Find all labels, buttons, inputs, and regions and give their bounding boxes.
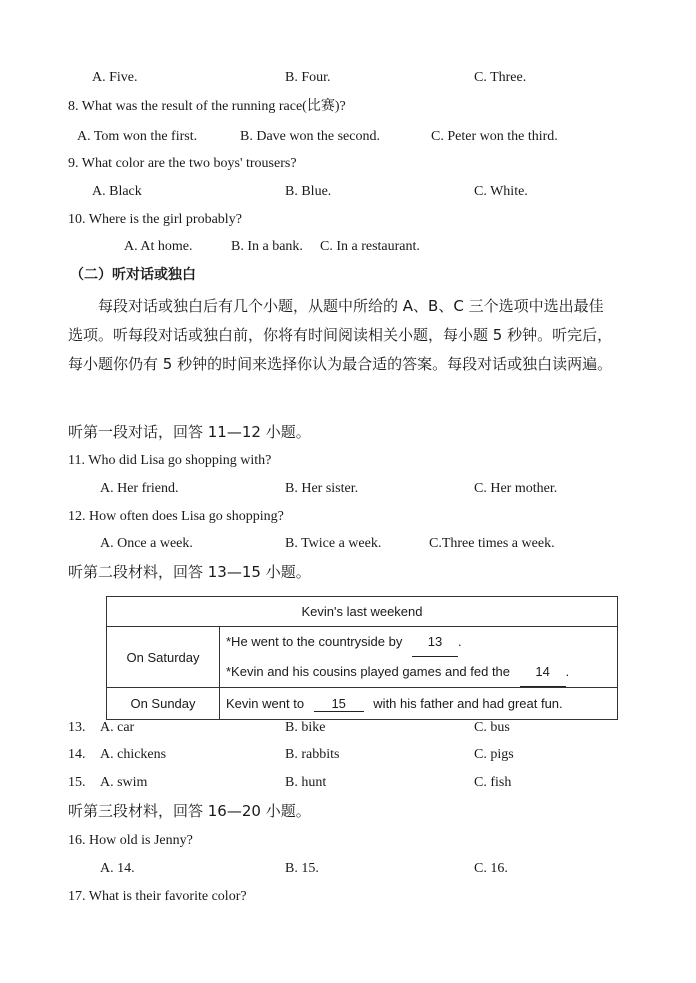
table-title: Kevin's last weekend <box>107 597 618 627</box>
q8-option-b: B. Dave won the second. <box>240 129 380 144</box>
q10-stem: 10. Where is the girl probably? <box>68 212 242 227</box>
q14-option-a: A. chickens <box>100 747 167 762</box>
q15-option-b: B. hunt <box>285 775 327 790</box>
saturday-details <box>220 627 618 688</box>
q7-option-b: B. Four. <box>285 70 331 85</box>
q10-option-a: A. At home. <box>124 239 193 254</box>
sat-line2-prefix: *Kevin and his cousins played games and fed the <box>226 664 511 679</box>
q9-option-b: B. Blue. <box>285 184 332 199</box>
q12-option-a: A. Once a week. <box>100 536 193 551</box>
q14-option-b: B. rabbits <box>285 747 340 762</box>
q11-stem: 11. Who did Lisa go shopping with? <box>68 453 272 468</box>
part1-intro: 听第一段对话，回答 11—12 小题。 <box>68 423 311 441</box>
part2-intro: 听第二段材料，回答 13—15 小题。 <box>68 563 311 581</box>
sat-line1-prefix: *He went to the countryside by <box>226 634 403 649</box>
q16-stem: 16. How old is Jenny? <box>68 833 193 848</box>
q9-option-c: C. White. <box>474 184 528 199</box>
section-heading: （二）听对话或独白 <box>70 267 196 283</box>
q8-option-a: A. Tom won the first. <box>77 129 198 144</box>
q10-option-b: B. In a bank. <box>231 239 303 254</box>
q13-option-c: C. bus <box>474 720 510 735</box>
sun-prefix: Kevin went to <box>226 695 305 711</box>
sunday-label: On Sunday <box>107 688 220 720</box>
blank-14: 14 <box>520 657 566 687</box>
q13-option-a: A. car <box>100 720 135 735</box>
q14-option-c: C. pigs <box>474 747 514 762</box>
q16-option-b: B. 15. <box>285 861 319 876</box>
q10-option-c: C. In a restaurant. <box>320 239 420 254</box>
q13-option-b: B. bike <box>285 720 326 735</box>
q12-stem: 12. How often does Lisa go shopping? <box>68 509 284 524</box>
q8-option-c: C. Peter won the third. <box>431 129 558 144</box>
sat-line2-suffix: . <box>565 664 570 679</box>
sat-line1-suffix: . <box>457 634 462 649</box>
sun-suffix: with his father and had great fun. <box>373 695 563 711</box>
q14-number: 14. <box>68 747 86 762</box>
blank-13: 13 <box>412 627 458 657</box>
part3-intro: 听第三段材料，回答 16—20 小题。 <box>68 802 311 820</box>
q12-option-b: B. Twice a week. <box>285 536 382 551</box>
q15-option-c: C. fish <box>474 775 512 790</box>
q13-number: 13. <box>68 720 86 735</box>
q15-number: 15. <box>68 775 86 790</box>
section-instructions: 每段对话或独白后有几个小题，从题中所给的 A、B、C 三个选项中选出最佳选项。听每段对话或独白前，你将有时间阅读相关小题，每小题 5 秒钟。听完后，每小题你仍有 5 秒钟的时间来选择你认为最合适的答案。每段对话或独白读两遍。 <box>68 297 613 373</box>
q7-option-c: C. Three. <box>474 70 527 85</box>
q12-option-c: C.Three times a week. <box>429 536 555 551</box>
q9-option-a: A. Black <box>92 184 142 199</box>
q11-option-c: C. Her mother. <box>474 481 558 496</box>
q8-stem: 8. What was the result of the running race(比赛)? <box>68 99 346 114</box>
blank-15: 15 <box>314 696 364 712</box>
q9-stem: 9. What color are the two boys' trousers? <box>68 156 297 171</box>
q17-stem: 17. What is their favorite color? <box>68 889 247 904</box>
saturday-label: On Saturday <box>107 627 220 688</box>
q16-option-c: C. 16. <box>474 861 508 876</box>
q15-option-a: A. swim <box>100 775 148 790</box>
kevin-weekend-table <box>106 596 618 720</box>
q11-option-b: B. Her sister. <box>285 481 359 496</box>
sunday-details <box>220 688 618 720</box>
q16-option-a: A. 14. <box>100 861 135 876</box>
q11-option-a: A. Her friend. <box>100 481 179 496</box>
q7-option-a: A. Five. <box>92 70 138 85</box>
